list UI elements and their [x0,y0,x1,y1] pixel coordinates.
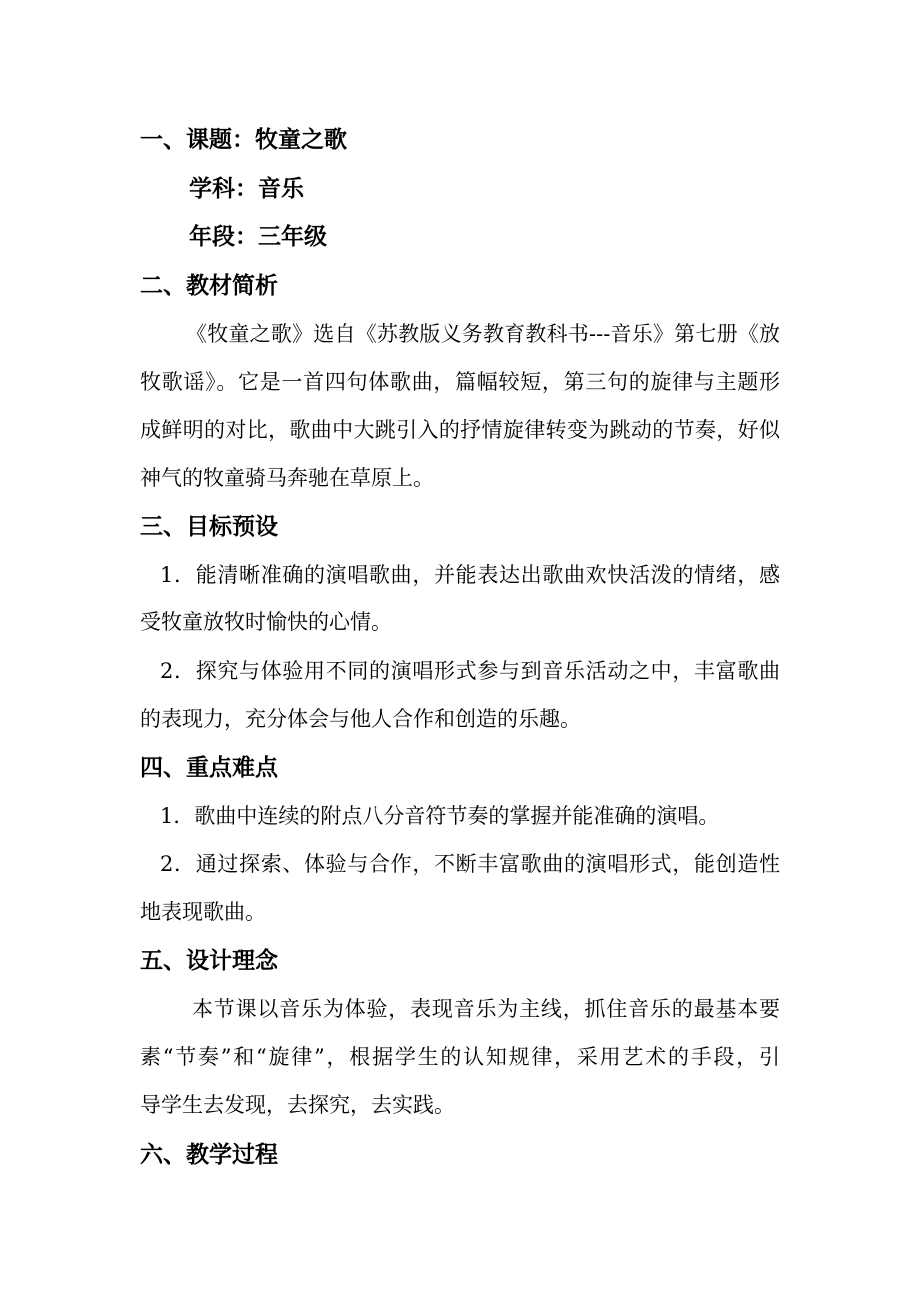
grade-line: 年段：三年级 [189,224,327,250]
paragraph-line: 本节课以音乐为体验，表现音乐为主线，抓住音乐的最基本要 [192,997,780,1021]
section-heading-5: 五、设计理念 [140,948,278,974]
section-heading-4: 四、重点难点 [140,755,278,781]
subject-line: 学科：音乐 [189,176,304,202]
section-heading-3: 三、目标预设 [140,514,278,540]
list-item-line: 的表现力，充分体会与他人合作和创造的乐趣。 [140,707,581,731]
list-item-line: 1．能清晰准确的演唱歌曲，并能表达出歌曲欢快活泼的情绪，感 [160,563,780,587]
section-heading-2: 二、教材简析 [140,273,278,299]
paragraph-line: 牧歌谣》。它是一首四句体歌曲，篇幅较短，第三句的旋律与主题形 [140,370,780,394]
list-item-line: 2．通过探索、体验与合作，不断丰富歌曲的演唱形式，能创造性 [160,852,780,876]
list-item-line: 地表现歌曲。 [140,900,266,924]
list-item-line: 2．探究与体验用不同的演唱形式参与到音乐活动之中，丰富歌曲 [160,659,780,683]
paragraph-line: 神气的牧童骑马奔驰在草原上。 [140,466,434,490]
paragraph-line: 导学生去发现，去探究，去实践。 [140,1093,455,1117]
section-heading-1: 一、课题：牧童之歌 [140,127,347,153]
list-item-line: 受牧童放牧时愉快的心情。 [140,610,392,634]
section-heading-6: 六、教学过程 [140,1142,278,1168]
paragraph-line: 《牧童之歌》选自《苏教版义务教育教科书---音乐》第七册《放 [186,322,780,346]
paragraph-line: 素“节奏”和“旋律”，根据学生的认知规律，采用艺术的手段，引 [140,1045,780,1069]
paragraph-line: 成鲜明的对比，歌曲中大跳引入的抒情旋律转变为跳动的节奏，好似 [140,418,780,442]
list-item-line: 1．歌曲中连续的附点八分音符节奏的掌握并能准确的演唱。 [160,804,720,828]
